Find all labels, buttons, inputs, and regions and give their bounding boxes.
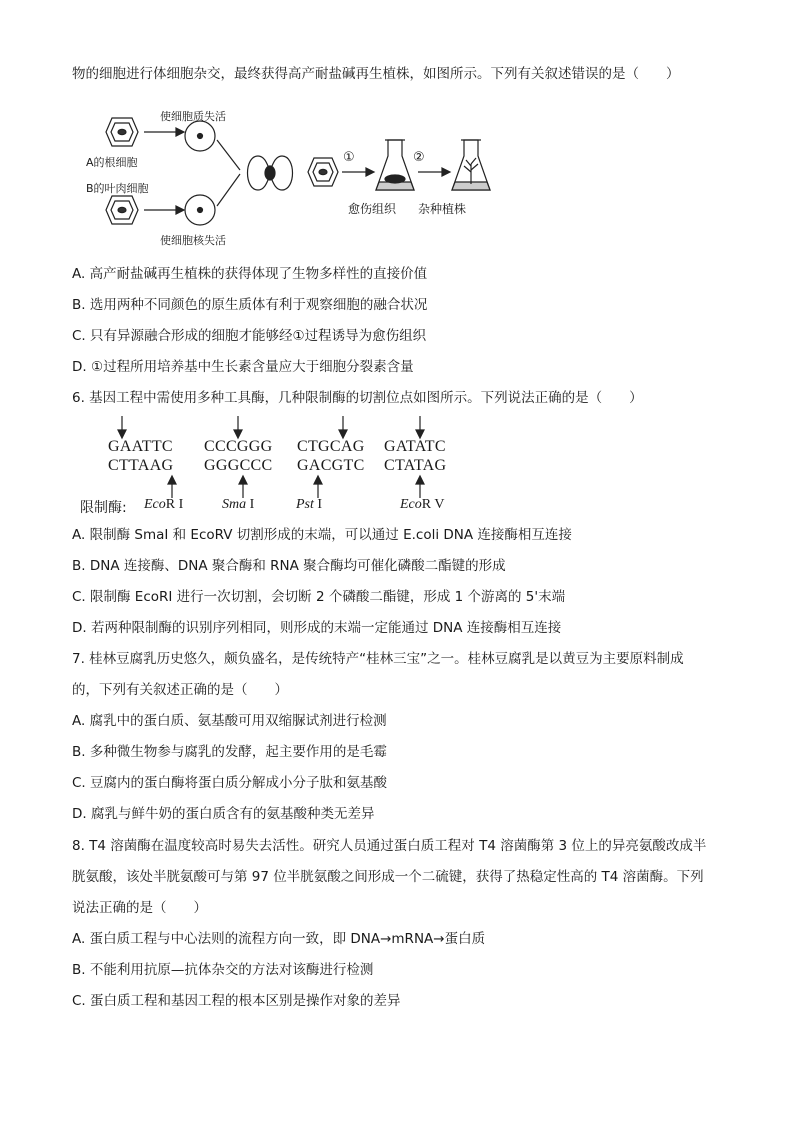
label-hybrid-plant: 杂种植株 bbox=[418, 202, 467, 216]
seq-top-psti: CTGCAG bbox=[297, 438, 365, 455]
enzyme-ecorv: EcoR V bbox=[400, 497, 445, 512]
q8-stem-line3: 说法正确的是（ ） bbox=[72, 900, 207, 916]
q8-stem-line2: 胱氨酸，该处半胱氨酸可与第 97 位半胱氨酸之间形成一个二硫键，获得了热稳定性高的 T4 溶菌酶。下列 bbox=[72, 869, 704, 885]
q5-option-d: D. ①过程所用培养基中生长素含量应大于细胞分裂素含量 bbox=[72, 359, 414, 375]
q7-option-c: C. 豆腐内的蛋白酶将蛋白质分解成小分子肽和氨基酸 bbox=[72, 775, 388, 791]
q8-option-a: A. 蛋白质工程与中心法则的流程方向一致，即 DNA→mRNA→蛋白质 bbox=[72, 931, 486, 947]
q6-option-b: B. DNA 连接酶、DNA 聚合酶和 RNA 聚合酶均可催化磷酸二酯键的形成 bbox=[72, 558, 506, 574]
label-step-2: ② bbox=[413, 150, 425, 165]
q7-option-b: B. 多种微生物参与腐乳的发酵，起主要作用的是毛霉 bbox=[72, 744, 387, 760]
enzyme-smai: Sma I bbox=[222, 497, 255, 512]
enzyme-label: 限制酶: bbox=[80, 500, 127, 516]
q8-stem-line1: 8. T4 溶菌酶在温度较高时易失去活性。研究人员通过蛋白质工程对 T4 溶菌酶第 3 位上的异亮氨酸改成半 bbox=[72, 838, 707, 854]
q6-option-d: D. 若两种限制酶的识别序列相同，则形成的末端一定能通过 DNA 连接酶相互连接 bbox=[72, 620, 562, 636]
q5-stem: 物的细胞进行体细胞杂交，最终获得高产耐盐碱再生植株，如图所示。下列有关叙述错误的是（ ） bbox=[72, 66, 680, 82]
label-step-1: ① bbox=[343, 150, 355, 165]
label-cytoplasm-inactivated: 使细胞质失活 bbox=[160, 110, 226, 123]
q6-stem: 6. 基因工程中需使用多种工具酶，几种限制酶的切割位点如图所示。下列说法正确的是（ ） bbox=[72, 390, 643, 406]
q7-stem-line1: 7. 桂林豆腐乳历史悠久，颇负盛名，是传统特产“桂林三宝”之一。桂林豆腐乳是以黄豆为主要原料制成 bbox=[72, 651, 684, 667]
enzyme-psti: Pst I bbox=[296, 497, 323, 512]
seq-bottom-ecorv: CTATAG bbox=[384, 457, 447, 474]
q5-option-c: C. 只有异源融合形成的细胞才能够经①过程诱导为愈伤组织 bbox=[72, 328, 427, 344]
label-nucleus-inactivated: 使细胞核失活 bbox=[160, 234, 226, 247]
seq-bottom-psti: GACGTC bbox=[297, 457, 365, 474]
seq-top-ecorv: GATATC bbox=[384, 438, 446, 455]
q7-stem-line2: 的，下列有关叙述正确的是（ ） bbox=[72, 682, 288, 698]
enzyme-ecori: EcoR I bbox=[144, 497, 184, 512]
seq-bottom-ecori: CTTAAG bbox=[108, 457, 174, 474]
seq-top-smai: CCCGGG bbox=[204, 438, 273, 455]
q5-option-a: A. 高产耐盐碱再生植株的获得体现了生物多样性的直接价值 bbox=[72, 266, 428, 282]
label-callus: 愈伤组织 bbox=[348, 202, 397, 216]
label-leaf-cell-b: B的叶肉细胞 bbox=[86, 182, 149, 195]
q8-option-c: C. 蛋白质工程和基因工程的根本区别是操作对象的差异 bbox=[72, 993, 401, 1009]
q6-option-c: C. 限制酶 EcoRI 进行一次切割，会切断 2 个磷酸二酯键，形成 1 个游离的 5'末端 bbox=[72, 589, 566, 605]
label-root-cell-a: A的根细胞 bbox=[86, 156, 138, 169]
q7-option-d: D. 腐乳与鲜牛奶的蛋白质含有的氨基酸种类无差异 bbox=[72, 806, 375, 822]
seq-bottom-smai: GGGCCC bbox=[204, 457, 273, 474]
q8-option-b: B. 不能利用抗原—抗体杂交的方法对该酶进行检测 bbox=[72, 962, 374, 978]
q7-option-a: A. 腐乳中的蛋白质、氨基酸可用双缩脲试剂进行检测 bbox=[72, 713, 387, 729]
seq-top-ecori: GAATTC bbox=[108, 438, 173, 455]
q6-option-a: A. 限制酶 SmaI 和 EcoRV 切割形成的末端，可以通过 E.coli DNA 连接酶相互连接 bbox=[72, 527, 572, 543]
q5-option-b: B. 选用两种不同颜色的原生质体有利于观察细胞的融合状况 bbox=[72, 297, 428, 313]
